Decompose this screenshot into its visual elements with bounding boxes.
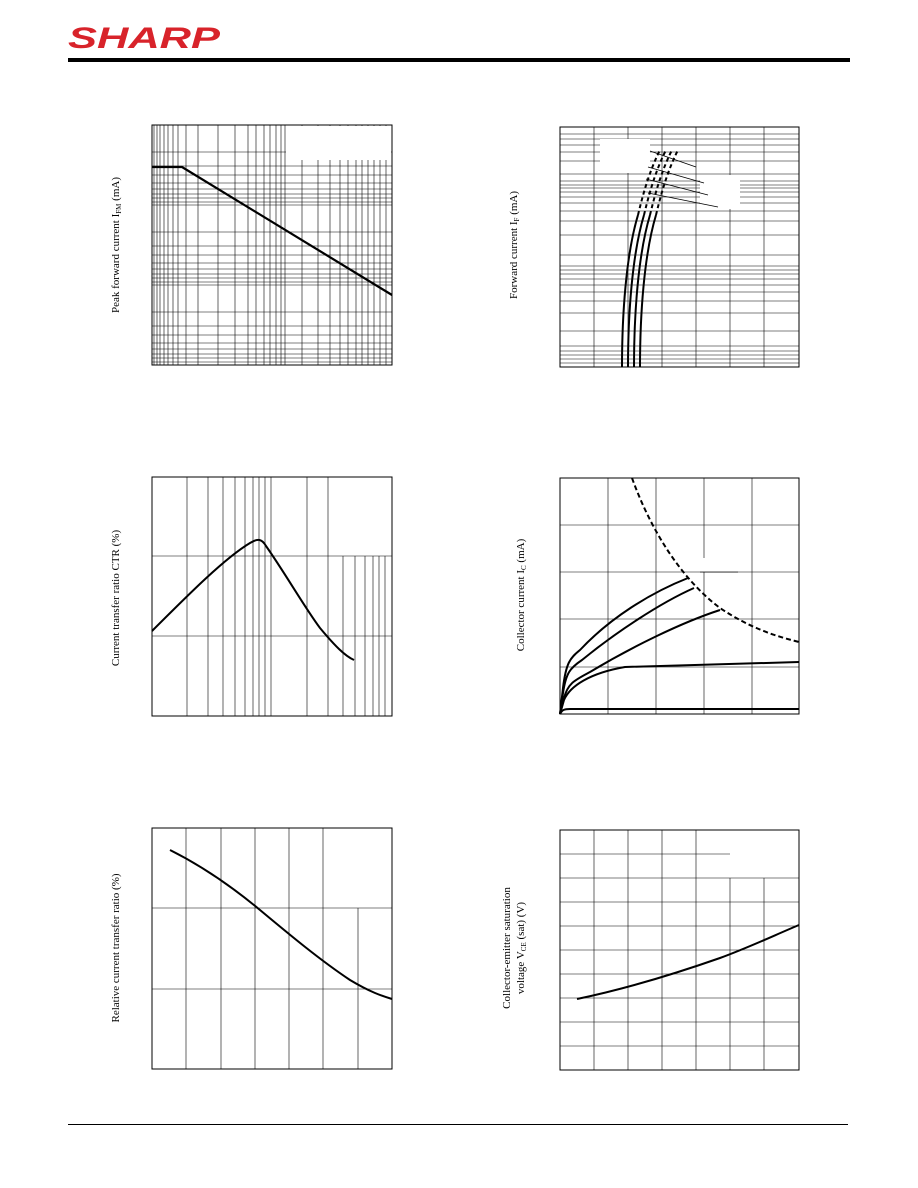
brand-text: SHARP <box>68 22 222 52</box>
plot-area <box>152 125 392 365</box>
plot-area <box>560 478 799 714</box>
series-curve <box>640 215 656 367</box>
series-line <box>170 850 392 999</box>
y-axis-label-line2: voltage VCE (sat) (V) <box>515 901 528 995</box>
y-axis-label: Collector-emitter saturation <box>501 887 513 1009</box>
footer-rule <box>68 1124 848 1125</box>
series-line <box>577 925 799 999</box>
y-axis-label: Relative current transfer ratio (%) <box>110 873 122 1023</box>
chart-vce-sat <box>500 820 810 1080</box>
chart-collector-current <box>500 468 810 728</box>
grid <box>560 127 799 367</box>
y-axis-label: Current transfer ratio CTR (%) <box>110 529 122 667</box>
label-gap <box>600 139 650 173</box>
chart-relative-ctr <box>90 820 400 1080</box>
legend-box <box>286 126 391 160</box>
chart-forward-current <box>500 115 810 375</box>
y-axis-label: Collector current IC (mA) <box>515 538 528 652</box>
series-curves <box>622 215 656 367</box>
chart-peak-forward-current <box>90 115 400 375</box>
label-gap <box>700 558 738 572</box>
series-curve <box>560 662 799 714</box>
y-axis-label: Peak forward current IFM (mA) <box>110 177 123 313</box>
label-gap <box>700 175 740 209</box>
series-curves <box>560 578 799 714</box>
plot-area <box>152 828 392 1069</box>
plot-area <box>560 127 799 367</box>
series-curve <box>560 578 688 714</box>
plot-frame <box>152 828 392 1069</box>
header-rule <box>68 58 850 62</box>
grid <box>560 830 799 1070</box>
plot-area <box>560 830 799 1070</box>
chart-current-transfer-ratio <box>90 468 400 728</box>
y-axis-label: Forward current IF (mA) <box>508 190 521 300</box>
grid <box>152 125 392 365</box>
series-curve <box>560 709 799 714</box>
sharp-logo <box>68 22 228 52</box>
series-curve <box>560 610 720 714</box>
plot-area <box>152 477 392 716</box>
grid <box>152 828 392 1069</box>
